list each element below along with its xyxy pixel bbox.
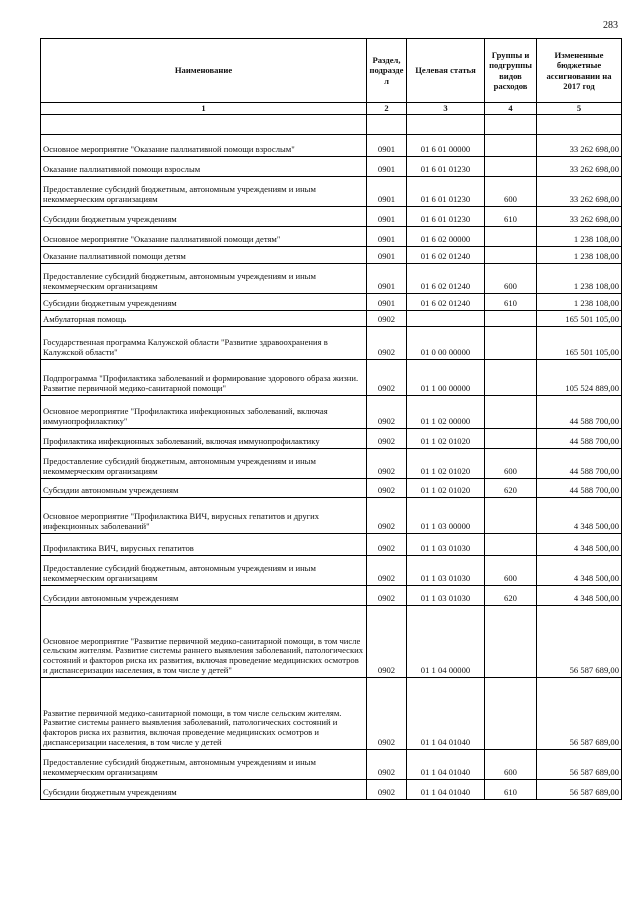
row-name-cell: Основное мероприятие "Оказание паллиативной помощи детям" — [41, 227, 367, 247]
table-row — [41, 586, 622, 606]
row-target-cell: 01 6 02 01240 — [407, 247, 485, 264]
row-name-cell: Предоставление субсидий бюджетным, автономным учреждениям и иным некоммерческим организациям — [41, 750, 367, 780]
row-amount-cell: 44 588 700,00 — [537, 429, 622, 449]
table-row — [41, 135, 622, 157]
row-section-cell: 0902 — [367, 479, 407, 498]
table-row — [41, 780, 622, 800]
row-target-cell: 01 1 02 01020 — [407, 449, 485, 479]
table-row — [41, 678, 622, 750]
spacer-cell — [407, 115, 485, 135]
column-number: 2 — [367, 103, 407, 115]
row-target-cell: 01 1 03 01030 — [407, 586, 485, 606]
row-group-cell: 600 — [485, 264, 537, 294]
row-name-cell: Основное мероприятие "Оказание паллиативной помощи взрослым" — [41, 135, 367, 157]
row-group-cell: 610 — [485, 207, 537, 227]
row-section-cell: 0901 — [367, 247, 407, 264]
row-section-cell: 0902 — [367, 678, 407, 750]
row-target-cell: 01 1 04 01040 — [407, 750, 485, 780]
table-row — [41, 311, 622, 327]
row-amount-cell: 4 348 500,00 — [537, 556, 622, 586]
table-row — [41, 396, 622, 429]
table-row — [41, 429, 622, 449]
row-name-cell: Субсидии автономным учреждениям — [41, 479, 367, 498]
table-row — [41, 606, 622, 678]
column-number: 3 — [407, 103, 485, 115]
row-section-cell: 0901 — [367, 264, 407, 294]
row-section-cell: 0902 — [367, 429, 407, 449]
row-amount-cell: 56 587 689,00 — [537, 780, 622, 800]
row-group-cell: 620 — [485, 479, 537, 498]
row-target-cell: 01 1 03 01030 — [407, 556, 485, 586]
table-row — [41, 449, 622, 479]
header-row — [41, 39, 622, 103]
row-target-cell: 01 6 01 01230 — [407, 157, 485, 177]
table-row — [41, 534, 622, 556]
row-group-cell — [485, 498, 537, 534]
row-section-cell: 0902 — [367, 780, 407, 800]
row-section-cell: 0901 — [367, 227, 407, 247]
row-name-cell: Субсидии бюджетным учреждениям — [41, 780, 367, 800]
row-amount-cell: 165 501 105,00 — [537, 311, 622, 327]
row-target-cell: 01 1 03 01030 — [407, 534, 485, 556]
spacer-row — [41, 115, 622, 135]
table-row — [41, 750, 622, 780]
row-amount-cell: 4 348 500,00 — [537, 534, 622, 556]
row-section-cell: 0902 — [367, 498, 407, 534]
row-target-cell: 01 6 01 01230 — [407, 177, 485, 207]
row-amount-cell: 56 587 689,00 — [537, 750, 622, 780]
table-row — [41, 556, 622, 586]
row-amount-cell: 165 501 105,00 — [537, 327, 622, 360]
table-row — [41, 479, 622, 498]
header-target: Целевая статья — [407, 39, 485, 103]
row-name-cell: Субсидии бюджетным учреждениям — [41, 207, 367, 227]
row-group-cell — [485, 606, 537, 678]
header-groups: Группы и подгруппы видов расходов — [485, 39, 537, 103]
row-name-cell: Профилактика инфекционных заболеваний, включая иммунопрофилактику — [41, 429, 367, 449]
row-group-cell: 600 — [485, 449, 537, 479]
column-number-row — [41, 103, 622, 115]
column-number: 1 — [41, 103, 367, 115]
header-amount: Измененные бюджетные ассигновании на 2017 год — [537, 39, 622, 103]
row-group-cell — [485, 429, 537, 449]
row-section-cell: 0902 — [367, 534, 407, 556]
row-amount-cell: 33 262 698,00 — [537, 135, 622, 157]
row-target-cell: 01 1 03 00000 — [407, 498, 485, 534]
column-number: 4 — [485, 103, 537, 115]
row-section-cell: 0902 — [367, 396, 407, 429]
row-amount-cell: 56 587 689,00 — [537, 678, 622, 750]
row-amount-cell: 44 588 700,00 — [537, 479, 622, 498]
row-target-cell: 01 1 02 01020 — [407, 479, 485, 498]
row-name-cell: Государственная программа Калужской области "Развитие здравоохранения в Калужской области" — [41, 327, 367, 360]
row-name-cell: Профилактика ВИЧ, вирусных гепатитов — [41, 534, 367, 556]
table-row — [41, 264, 622, 294]
row-target-cell: 01 6 02 01240 — [407, 264, 485, 294]
row-name-cell: Развитие первичной медико-санитарной помощи, в том числе сельским жителям. Развитие системы раннего выявления заболеваний, патологических состояний и факторов риска их развития, включая проведение медицинских осмотров и диспансеризации населения, в том числе у детей — [41, 678, 367, 750]
row-section-cell: 0901 — [367, 157, 407, 177]
row-section-cell: 0902 — [367, 449, 407, 479]
row-section-cell: 0902 — [367, 556, 407, 586]
header-section: Раздел, подразде л — [367, 39, 407, 103]
row-name-cell: Основное мероприятие "Профилактика инфекционных заболеваний, включая иммунопрофилактику" — [41, 396, 367, 429]
row-target-cell: 01 6 01 00000 — [407, 135, 485, 157]
row-target-cell — [407, 311, 485, 327]
row-name-cell: Предоставление субсидий бюджетным, автономным учреждениям и иным некоммерческим организациям — [41, 177, 367, 207]
table-row — [41, 360, 622, 396]
table-row — [41, 157, 622, 177]
row-group-cell: 600 — [485, 556, 537, 586]
table-row — [41, 294, 622, 311]
row-group-cell — [485, 327, 537, 360]
row-amount-cell: 1 238 108,00 — [537, 294, 622, 311]
row-section-cell: 0902 — [367, 360, 407, 396]
row-target-cell: 01 1 00 00000 — [407, 360, 485, 396]
row-section-cell: 0901 — [367, 294, 407, 311]
row-group-cell — [485, 311, 537, 327]
row-amount-cell: 44 588 700,00 — [537, 449, 622, 479]
row-target-cell: 01 1 04 01040 — [407, 678, 485, 750]
row-group-cell — [485, 135, 537, 157]
row-name-cell: Подпрограмма "Профилактика заболеваний и формирование здорового образа жизни. Развитие первичной медико-санитарной помощи" — [41, 360, 367, 396]
row-target-cell: 01 1 02 01020 — [407, 429, 485, 449]
row-target-cell: 01 6 02 00000 — [407, 227, 485, 247]
row-section-cell: 0902 — [367, 586, 407, 606]
table-row — [41, 177, 622, 207]
row-amount-cell: 4 348 500,00 — [537, 586, 622, 606]
row-amount-cell: 4 348 500,00 — [537, 498, 622, 534]
row-section-cell: 0902 — [367, 311, 407, 327]
row-amount-cell: 56 587 689,00 — [537, 606, 622, 678]
row-section-cell: 0902 — [367, 606, 407, 678]
row-amount-cell: 1 238 108,00 — [537, 247, 622, 264]
row-group-cell — [485, 227, 537, 247]
row-group-cell: 610 — [485, 780, 537, 800]
row-group-cell — [485, 157, 537, 177]
row-name-cell: Субсидии автономным учреждениям — [41, 586, 367, 606]
spacer-cell — [537, 115, 622, 135]
row-section-cell: 0902 — [367, 327, 407, 360]
row-name-cell: Предоставление субсидий бюджетным, автономным учреждениям и иным некоммерческим организациям — [41, 556, 367, 586]
row-name-cell: Оказание паллиативной помощи детям — [41, 247, 367, 264]
row-target-cell: 01 6 01 01230 — [407, 207, 485, 227]
row-group-cell — [485, 360, 537, 396]
row-name-cell: Предоставление субсидий бюджетным, автономным учреждениям и иным некоммерческим организациям — [41, 264, 367, 294]
row-target-cell: 01 6 02 01240 — [407, 294, 485, 311]
row-group-cell — [485, 396, 537, 429]
row-name-cell: Субсидии бюджетным учреждениям — [41, 294, 367, 311]
row-name-cell: Оказание паллиативной помощи взрослым — [41, 157, 367, 177]
row-amount-cell: 105 524 889,00 — [537, 360, 622, 396]
row-name-cell: Основное мероприятие "Профилактика ВИЧ, вирусных гепатитов и других инфекционных заболеваний" — [41, 498, 367, 534]
header-name: Наименование — [41, 39, 367, 103]
column-number: 5 — [537, 103, 622, 115]
spacer-cell — [41, 115, 367, 135]
table-row — [41, 207, 622, 227]
row-name-cell: Амбулаторная помощь — [41, 311, 367, 327]
row-group-cell: 610 — [485, 294, 537, 311]
row-group-cell — [485, 678, 537, 750]
row-section-cell: 0901 — [367, 177, 407, 207]
row-amount-cell: 1 238 108,00 — [537, 227, 622, 247]
row-target-cell: 01 0 00 00000 — [407, 327, 485, 360]
row-amount-cell: 33 262 698,00 — [537, 157, 622, 177]
row-group-cell — [485, 247, 537, 264]
row-section-cell: 0901 — [367, 207, 407, 227]
row-target-cell: 01 1 02 00000 — [407, 396, 485, 429]
row-name-cell: Предоставление субсидий бюджетным, автономным учреждениям и иным некоммерческим организациям — [41, 449, 367, 479]
spacer-cell — [485, 115, 537, 135]
table-row — [41, 327, 622, 360]
table-body — [41, 115, 622, 800]
row-name-cell: Основное мероприятие "Развитие первичной медико-санитарной помощи, в том числе сельским жителям. Развитие системы раннего выявления заболеваний, патологических состояний и факторов риска их развития, включая проведение медицинских осмотров и диспансеризации населения, в том числе у детей" — [41, 606, 367, 678]
table-row — [41, 227, 622, 247]
row-group-cell — [485, 534, 537, 556]
row-section-cell: 0901 — [367, 135, 407, 157]
spacer-cell — [367, 115, 407, 135]
table-row — [41, 498, 622, 534]
budget-table — [40, 38, 622, 800]
row-group-cell: 600 — [485, 177, 537, 207]
row-amount-cell: 1 238 108,00 — [537, 264, 622, 294]
row-group-cell: 620 — [485, 586, 537, 606]
row-amount-cell: 44 588 700,00 — [537, 396, 622, 429]
row-section-cell: 0902 — [367, 750, 407, 780]
table-row — [41, 247, 622, 264]
row-target-cell: 01 1 04 00000 — [407, 606, 485, 678]
row-amount-cell: 33 262 698,00 — [537, 177, 622, 207]
row-target-cell: 01 1 04 01040 — [407, 780, 485, 800]
row-amount-cell: 33 262 698,00 — [537, 207, 622, 227]
row-group-cell: 600 — [485, 750, 537, 780]
page-number: 283 — [603, 20, 618, 31]
